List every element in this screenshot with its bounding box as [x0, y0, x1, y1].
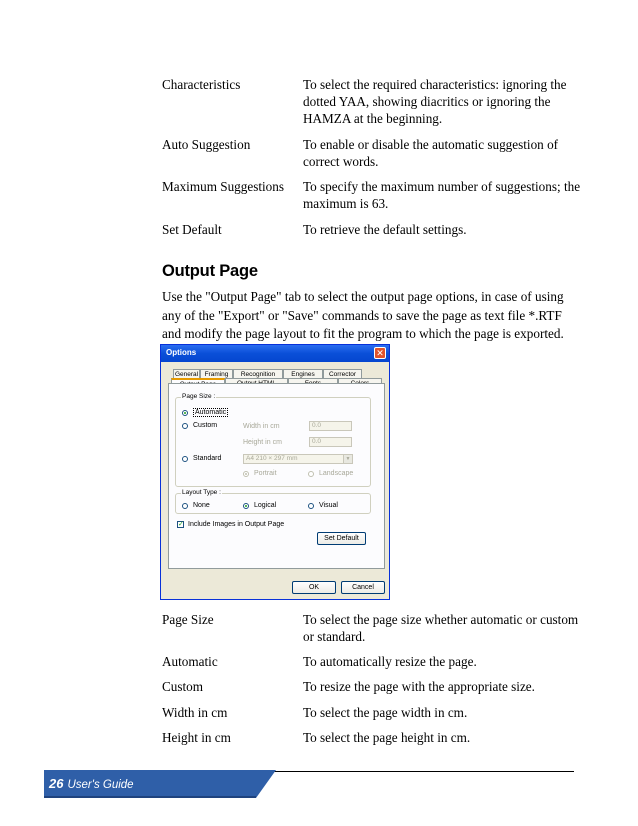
ok-button[interactable]: OK — [292, 581, 336, 594]
guide-title: User's Guide — [67, 779, 134, 791]
radio-standard-button[interactable] — [182, 456, 188, 462]
definition-desc: To retrieve the default settings. — [303, 222, 467, 237]
tab-recognition[interactable]: Recognition — [233, 369, 283, 379]
definition-desc: To resize the page with the appropriate size. — [303, 679, 535, 694]
definition-term: Width in cm — [162, 705, 228, 720]
dialog-title: Options — [166, 348, 197, 357]
radio-visual[interactable] — [308, 502, 338, 509]
options-dialog — [160, 344, 390, 600]
radio-portrait-label: Portrait — [254, 470, 277, 477]
definition-term: Characteristics — [162, 77, 241, 92]
radio-none[interactable] — [182, 502, 210, 509]
section-heading: Output Page — [162, 262, 258, 280]
tab-corrector[interactable]: Corrector — [323, 369, 362, 379]
chevron-down-icon: ▼ — [343, 455, 352, 463]
radio-portrait[interactable] — [243, 470, 277, 477]
radio-logical-button[interactable] — [243, 503, 249, 509]
definition-desc: To select the page width in cm. — [303, 705, 468, 720]
standard-select-value: A4 210 × 297 mm — [246, 455, 298, 462]
standard-select[interactable] — [243, 454, 353, 464]
radio-landscape-button[interactable] — [308, 471, 314, 477]
section-paragraph: Use the "Output Page" tab to select the output page options, in case of using any of the "Export" or "Save" commands to save the page as text file *.RTF and modify the page layout to fit the program to which the page is exported. — [162, 289, 564, 341]
radio-custom-label: Custom — [193, 422, 218, 429]
radio-landscape[interactable] — [308, 470, 353, 477]
radio-portrait-button[interactable] — [243, 471, 249, 477]
width-label: Width in cm — [243, 423, 280, 430]
definition-desc: To automatically resize the page. — [303, 654, 477, 669]
set-default-button[interactable]: Set Default — [317, 532, 366, 545]
radio-visual-label: Visual — [319, 502, 338, 509]
radio-automatic[interactable] — [182, 408, 228, 417]
radio-custom-button[interactable] — [182, 423, 188, 429]
width-field[interactable]: 0.0 — [309, 421, 352, 431]
definition-desc: To select the required characteristics: ignoring the dotted YAA, showing diacritics or ignoring the HAMZA at the beginning. — [303, 77, 567, 126]
layout-type-legend: Layout Type : — [182, 489, 221, 496]
radio-standard[interactable] — [182, 455, 221, 462]
definition-desc: To select the page height in cm. — [303, 730, 471, 745]
radio-none-button[interactable] — [182, 503, 188, 509]
definition-desc: To select the page size whether automatic or custom or standard. — [303, 612, 579, 644]
radio-logical-label: Logical — [254, 502, 277, 509]
include-images-label: Include Images in Output Page — [188, 521, 285, 528]
check-icon[interactable]: ✓ — [178, 521, 184, 528]
radio-none-label: None — [193, 502, 210, 509]
definition-term: Set Default — [162, 222, 222, 237]
radio-landscape-label: Landscape — [319, 470, 354, 477]
definition-desc: To specify the maximum number of suggestions; the maximum is 63. — [303, 179, 581, 211]
include-images-checkbox[interactable] — [177, 521, 284, 528]
radio-automatic-button[interactable] — [182, 410, 188, 416]
radio-visual-button[interactable] — [308, 503, 314, 509]
height-field[interactable]: 0.0 — [309, 437, 352, 447]
tab-engines[interactable]: Engines — [283, 369, 323, 379]
definition-term: Height in cm — [162, 730, 231, 745]
close-icon[interactable]: ✕ — [374, 347, 386, 359]
definition-desc: To enable or disable the automatic suggestion of correct words. — [303, 137, 559, 169]
footer-rule — [256, 771, 574, 772]
radio-custom[interactable] — [182, 422, 217, 429]
page-size-legend: Page Size : — [182, 393, 216, 400]
radio-logical[interactable] — [243, 502, 276, 509]
definition-term: Custom — [162, 679, 204, 694]
cancel-button[interactable]: Cancel — [341, 581, 385, 594]
page-number: 26 — [49, 776, 64, 791]
radio-standard-label: Standard — [193, 455, 222, 462]
definition-term: Auto Suggestion — [162, 137, 251, 152]
definition-term: Maximum Suggestions — [162, 179, 284, 194]
tab-general[interactable]: General — [174, 371, 199, 378]
definition-term: Page Size — [162, 612, 214, 627]
footer-label — [49, 776, 134, 791]
height-label: Height in cm — [243, 439, 282, 446]
radio-automatic-label: Automatic — [195, 409, 227, 416]
tab-framing[interactable]: Framing — [200, 369, 233, 379]
dialog-titlebar — [161, 345, 389, 362]
definition-term: Automatic — [162, 654, 218, 669]
output-page-panel — [168, 383, 385, 569]
